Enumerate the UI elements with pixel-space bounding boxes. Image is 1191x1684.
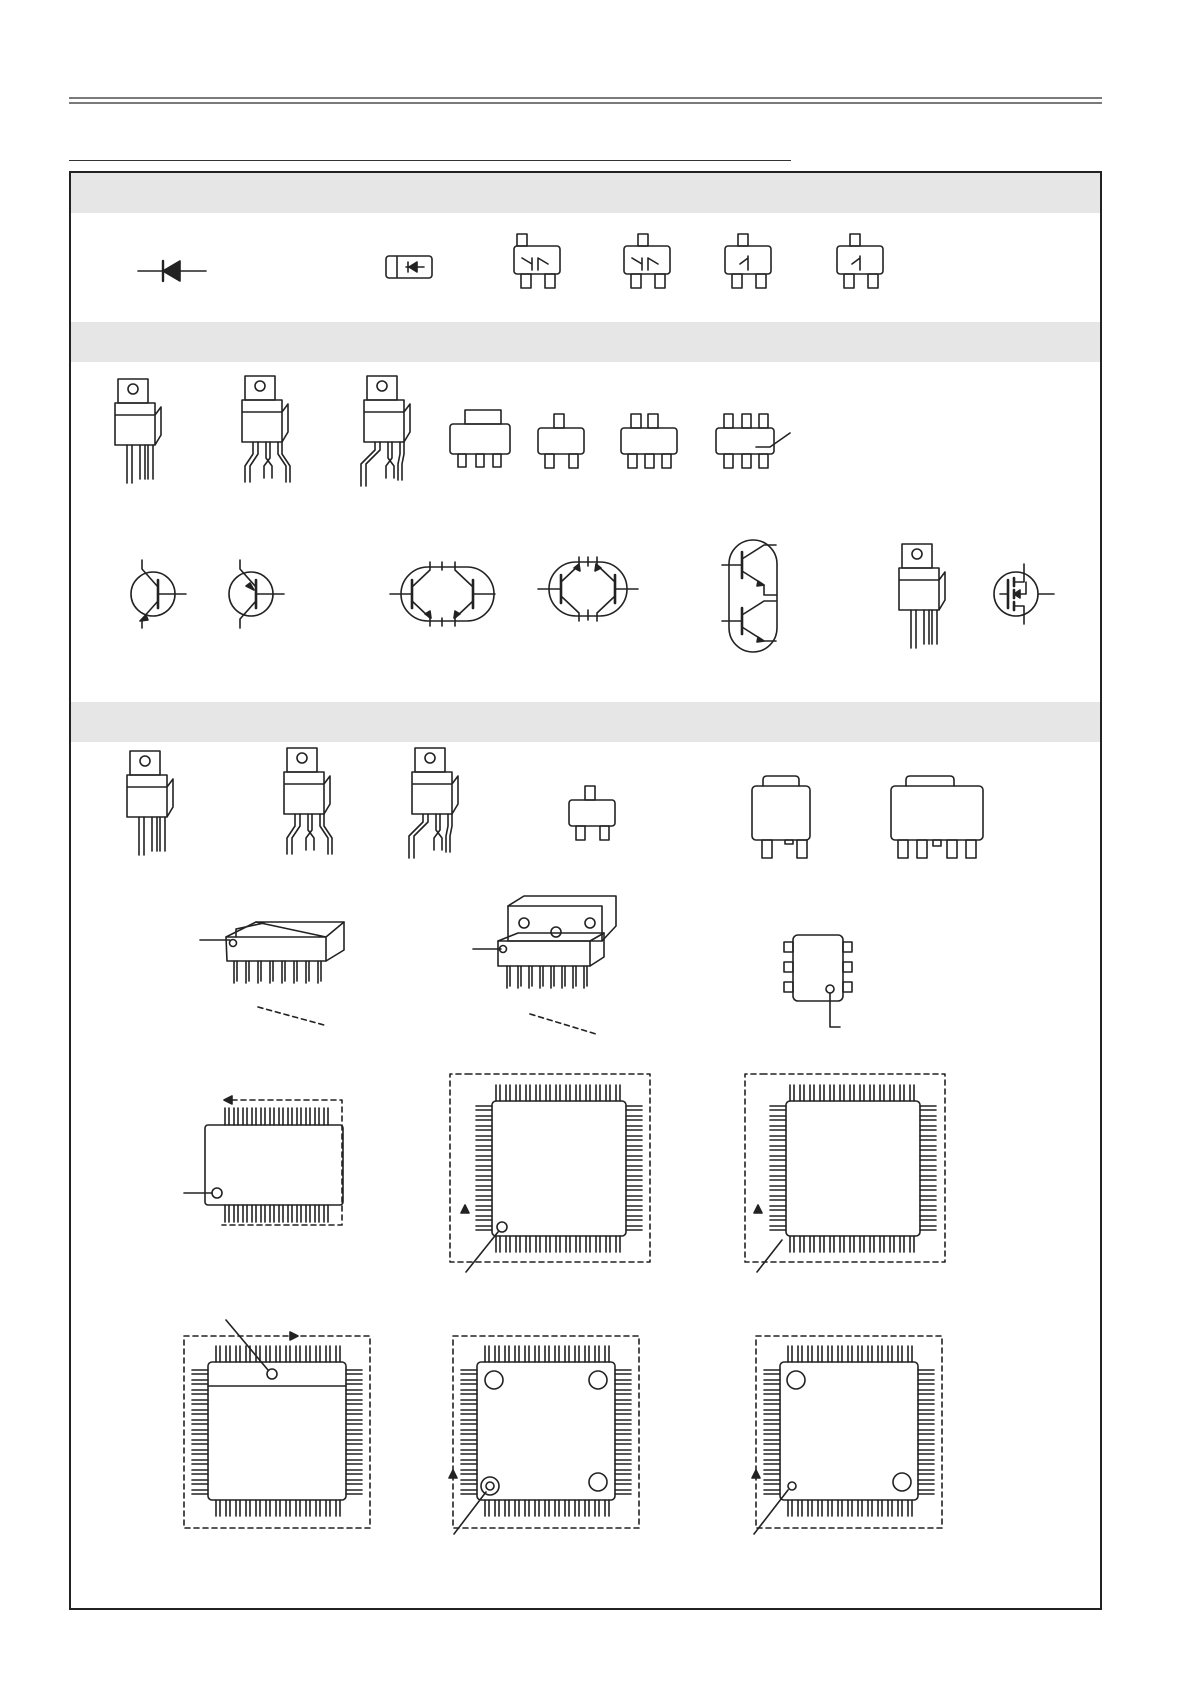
to220-regulator-2 (284, 748, 332, 854)
dual-transistor-symbol-1 (390, 562, 495, 626)
fet-symbol (994, 564, 1054, 624)
sot23-dual-diode-2 (624, 234, 670, 288)
smd-diode (386, 256, 432, 278)
to220-fet (899, 544, 945, 648)
dual-transistor-symbol-2 (538, 557, 638, 621)
sot89-transistor (450, 410, 510, 467)
qfp-ic-4 (449, 1336, 639, 1534)
sot23-transistor (538, 414, 584, 468)
sot-5pin-transistor (621, 414, 677, 468)
sot23-regulator (569, 786, 615, 840)
sip-ic-with-heatsink (473, 896, 616, 1034)
qfp-ic-1 (450, 1074, 650, 1272)
sot23-single-diode-1 (725, 234, 771, 288)
sot23-dual-diode-1 (514, 234, 560, 288)
d2pak-regulator (891, 776, 983, 858)
to220-transistor-3 (361, 376, 410, 486)
sop-ic (184, 1096, 343, 1225)
sot23-single-diode-2 (837, 234, 883, 288)
darlington-pair-symbol (722, 540, 777, 652)
sip-ic (200, 922, 344, 1025)
to220-regulator-3 (409, 748, 458, 858)
qfp-ic-2 (745, 1074, 945, 1272)
sot-6pin-transistor (716, 414, 790, 468)
qfp-ic-5 (752, 1336, 942, 1534)
dpak-regulator (752, 776, 810, 858)
qfp-ic-3 (184, 1320, 370, 1528)
npn-symbol (131, 560, 186, 628)
pnp-symbol (229, 560, 284, 628)
soic8-ic (784, 935, 852, 1027)
to220-transistor-1 (115, 379, 161, 483)
to220-regulator-1 (127, 751, 173, 855)
diode-symbol (138, 261, 206, 281)
to220-transistor-2 (242, 376, 290, 482)
